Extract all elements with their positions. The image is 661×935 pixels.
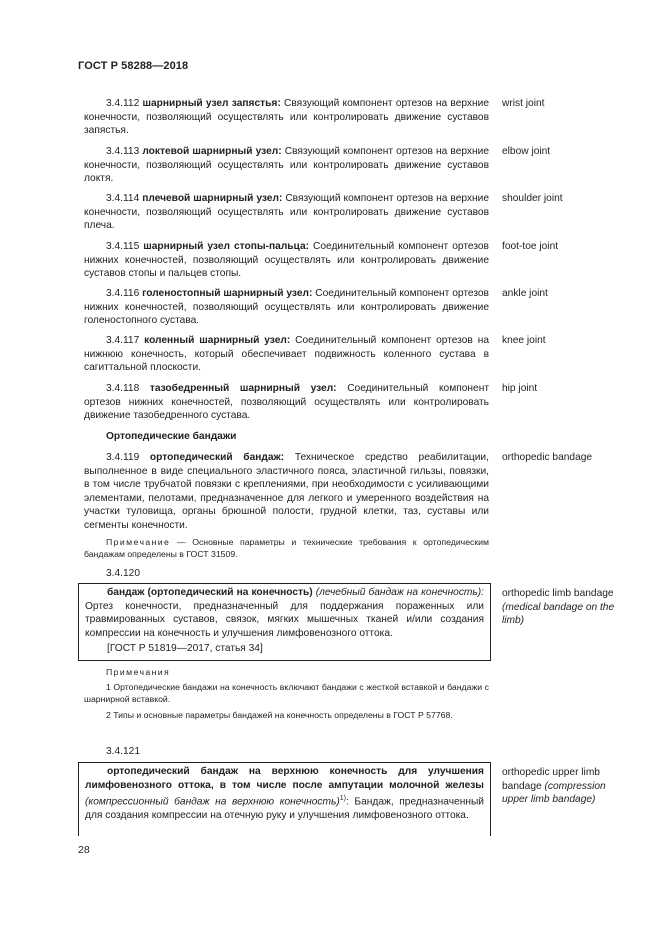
- entry-definition: Связующий компонент ортезов на верхние конечности, позволяющий осуществлять или контролировать движение суставов локтя.: [84, 146, 489, 184]
- document-header: ГОСТ Р 58288—2018: [78, 60, 189, 72]
- entry-3-4-119: 3.4.119 ортопедический бандаж: Техническое средство реабилитации, выполненное в виде специального эластичного пояса, эластичной гильзы, повязки, в том числе трубчатой повязки с креплениями, при необходимости с усиливающими элементами, пелотами, предназначенное для легкого и умеренного воздействия на участки туловища, органы брюшной полости, грудной клетки, таз, суставы или сегменты конечности.: [84, 452, 489, 531]
- entry-definition: Ортез конечности, предназначенный для поддержания пораженных или травмированных суставов, связок, мягких мышечных тканей и/или создания компрессии на конечность и улучшения лимфовенозного оттока.: [85, 600, 484, 639]
- english-term: elbow joint: [502, 146, 551, 157]
- entry-term: локтевой шарнирный узел:: [142, 146, 282, 157]
- entry-definition: Соединительный компонент ортезов на нижнюю конечность, который обеспечивает подвижность коленного сустава в сагиттальной плоскости.: [84, 335, 489, 373]
- entry-definition: Соединительный компонент ортезов нижних конечностей, позволяющий осуществлять или контролировать движение голеностопного сустава.: [84, 288, 489, 326]
- english-term: ankle joint: [502, 288, 548, 299]
- entry-definition: Связующий компонент ортезов на верхние конечности, позволяющий осуществлять или контролировать движение суставов плеча.: [84, 193, 489, 231]
- entry-3-4-114: 3.4.114 плечевой шарнирный узел: Связующий компонент ортезов на верхние конечности, позволяющий осуществлять или контролировать движение суставов плеча.: [84, 193, 489, 231]
- entry-alt-term: (компрессионный бандаж на верхнюю конечность): [85, 796, 340, 808]
- english-term: wrist joint: [502, 98, 545, 109]
- note-1: 1 Ортопедические бандажи на конечность включают бандажи с жесткой вставкой и бандажи с шарнирной вставкой.: [84, 682, 489, 704]
- english-term: orthopedic bandage: [502, 452, 593, 463]
- entry-definition: Соединительный компонент ортезов нижних конечностей, позволяющий осуществлять или контролировать движение тазобедренного сустава.: [84, 383, 489, 421]
- boxed-entry-3-4-121: [78, 762, 491, 836]
- entry-text: [79, 763, 490, 822]
- entry-3-4-118: 3.4.118 тазобедренный шарнирный узел: Соединительный компонент ортезов нижних конечностей, позволяющий осуществлять или контролировать движение тазобедренного сустава.: [84, 383, 489, 421]
- entry-text: [79, 584, 490, 640]
- english-term: orthopedic upper limb bandage (compression upper limb bandage): [502, 767, 606, 805]
- entry-3-4-113: 3.4.113 локтевой шарнирный узел: Связующий компонент ортезов на верхние конечности, позволяющий осуществлять или контролировать движение суставов локтя.: [84, 146, 489, 184]
- source-reference: [ГОСТ Р 51819—2017, статья 34]: [107, 643, 263, 654]
- entry-term: плечевой шарнирный узел:: [142, 193, 283, 204]
- entry-term: шарнирный узел запястья:: [142, 98, 281, 109]
- page-number: 28: [78, 844, 90, 856]
- english-term: knee joint: [502, 335, 546, 346]
- entry-term: коленный шарнирный узел:: [144, 335, 291, 346]
- entry-term: бандаж (ортопедический на конечность): [107, 587, 313, 598]
- footnote-marker: 1): [339, 795, 346, 802]
- entry-definition: Техническое средство реабилитации, выполненное в виде специального эластичного пояса, эластичной гильзы, повязки, в том числе трубчатой повязки с креплениями, при необходимости с усиливающими элементами, пелотами, предназначенное для легкого и умеренного воздействия на участки туловища, органы брюшной полости, грудной клетки, таз, суставы или сегменты конечности.: [84, 452, 489, 531]
- english-term: foot-toe joint: [502, 241, 559, 252]
- note-label: Примечание: [106, 537, 171, 547]
- note-text: — Основные параметры и технические требования к ортопедическим бандажам определены в ГОСТ 31509.: [84, 537, 489, 559]
- entry-alt-term: (лечебный бандаж на конечность):: [315, 587, 484, 598]
- english-term: shoulder joint: [502, 193, 563, 204]
- entry-term: ортопедический бандаж на верхнюю конечность для улучшения лимфовенозного оттока, в том числе после ампутации молочной железы: [85, 766, 484, 791]
- entry-definition: Связующий компонент ортезов на верхние конечности, позволяющий осуществлять или контролировать движение суставов запястья.: [84, 98, 489, 136]
- notes-label: Примечания: [106, 667, 171, 677]
- english-term: orthopedic limb bandage (medical bandage on the limb): [502, 588, 615, 626]
- entry-term: шарнирный узел стопы-пальца:: [143, 241, 309, 252]
- entry-3-4-117: 3.4.117 коленный шарнирный узел: Соединительный компонент ортезов на нижнюю конечность, который обеспечивает подвижность коленного сустава в сагиттальной плоскости.: [84, 335, 489, 373]
- entry-number: 3.4.121: [106, 746, 140, 757]
- entry-3-4-112: 3.4.112 шарнирный узел запястья: Связующий компонент ортезов на верхние конечности, позволяющий осуществлять или контролировать движение суставов запястья.: [84, 98, 489, 136]
- boxed-entry-3-4-120: [78, 583, 491, 661]
- section-heading: Ортопедические бандажи: [106, 431, 237, 442]
- entry-3-4-116: 3.4.116 голеностопный шарнирный узел: Соединительный компонент ортезов нижних конечностей, позволяющий осуществлять или контролировать движение голеностопного сустава.: [84, 288, 489, 326]
- english-term: hip joint: [502, 383, 538, 394]
- entry-term: ортопедический бандаж:: [149, 452, 285, 463]
- entry-number: 3.4.120: [106, 568, 140, 579]
- note-3-4-119: [84, 536, 489, 560]
- note-2: 2 Типы и основные параметры бандажей на конечность определены в ГОСТ Р 57768.: [106, 710, 453, 720]
- entry-term: тазобедренный шарнирный узел:: [149, 383, 337, 394]
- entry-definition: : Бандаж, предназначенный для создания компрессии на отечную руку и улучшения лимфовенозного оттока.: [85, 796, 484, 821]
- entry-term: голеностопный шарнирный узел:: [142, 288, 313, 299]
- entry-3-4-115: 3.4.115 шарнирный узел стопы-пальца: Соединительный компонент ортезов нижних конечностей, позволяющий осуществлять или контролировать движение суставов стопы и пальцев стопы.: [84, 241, 489, 279]
- entry-definition: Соединительный компонент ортезов нижних конечностей, позволяющий осуществлять или контролировать движение суставов стопы и пальцев стопы.: [84, 241, 489, 279]
